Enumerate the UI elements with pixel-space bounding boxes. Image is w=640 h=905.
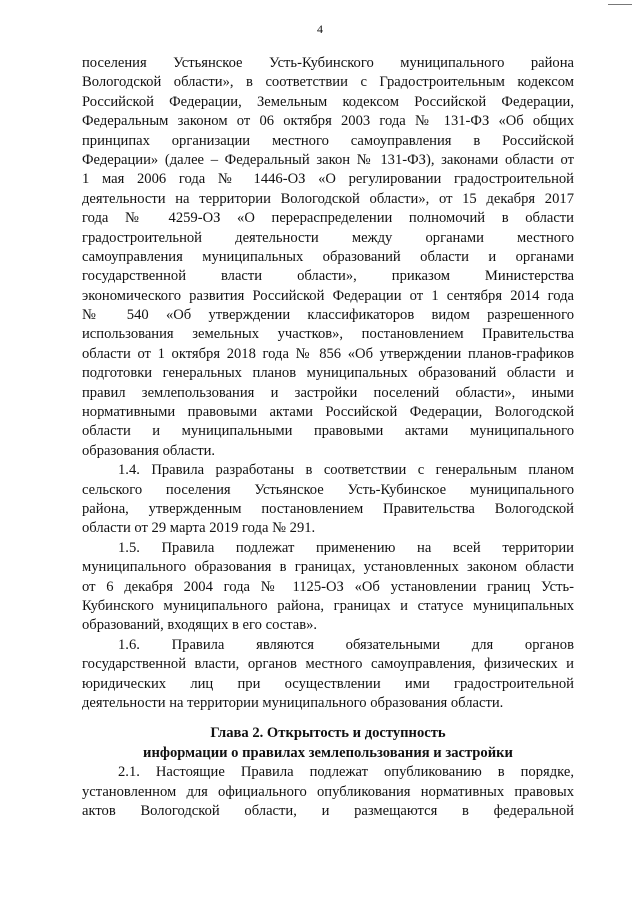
text-line: установленном для официального опубликования нормативных правовых bbox=[82, 783, 574, 800]
text-line: государственной власти, органов местного самоуправления, физических и bbox=[82, 656, 574, 673]
paragraph-2-1 bbox=[82, 763, 574, 821]
text-line: государственной власти области», приказом Министерства bbox=[82, 268, 574, 285]
text-line: Кубинского муниципального района, границах и статусе муниципальных bbox=[82, 597, 574, 614]
text-line: сельского поселения Устьянское Усть-Кубинское муниципального bbox=[82, 481, 574, 498]
heading-line: информации о правилах землепользования и застройки bbox=[143, 745, 513, 762]
corner-mark bbox=[608, 0, 632, 5]
text-line: 2.1. Настоящие Правила подлежат опубликованию в порядке, bbox=[118, 764, 574, 781]
text-line: образований, входящих в его состав». bbox=[82, 617, 318, 634]
heading-line: Глава 2. Открытость и доступность bbox=[210, 725, 446, 742]
text-line: образования области. bbox=[82, 442, 216, 459]
text-line: № 540 «Об утверждении классификаторов видом разрешенного bbox=[82, 307, 574, 324]
text-line: принципах организации местного самоуправления в Российской bbox=[82, 132, 574, 149]
paragraph-1-4 bbox=[82, 461, 574, 539]
text-line: Федеральным законом от 06 октября 2003 года № 131-ФЗ «Об общих bbox=[82, 113, 574, 130]
text-line: 1.4. Правила разработаны в соответствии с генеральным планом bbox=[118, 462, 574, 479]
text-line: деятельности на территории муниципального образования области. bbox=[82, 694, 504, 711]
page-number: 4 bbox=[317, 22, 323, 36]
text-line: 1 мая 2006 года № 1446-ОЗ «О регулировании градостроительной bbox=[82, 171, 574, 188]
text-line: Российской Федерации, Земельным кодексом Российской Федерации, bbox=[82, 93, 574, 110]
text-line: деятельности на территории Вологодской области», от 15 декабря 2017 bbox=[82, 190, 574, 207]
text-line: от 6 декабря 2004 года № 1125-ОЗ «Об установлении границ Усть- bbox=[82, 578, 574, 595]
text-line: Федерации» (далее – Федеральный закон № 131-ФЗ), законами области от bbox=[82, 151, 574, 168]
text-line: поселения Устьянское Усть-Кубинского муниципального района bbox=[82, 55, 574, 71]
text-line: года № 4259-ОЗ «О перераспределении полномочий в области bbox=[82, 210, 574, 227]
text-line: области и муниципальными правовыми актами муниципального bbox=[82, 423, 574, 440]
spacer bbox=[82, 713, 574, 723]
text-line: самоуправления муниципальных образований области и органами bbox=[82, 248, 574, 265]
text-line: муниципального образования в границах, установленных законом области bbox=[82, 559, 574, 576]
document-body bbox=[82, 54, 574, 821]
text-line: градостроительной деятельности между органами местного bbox=[82, 229, 574, 246]
text-line: экономического развития Российской Федерации от 1 сентября 2014 года bbox=[82, 287, 574, 304]
paragraph-1-5 bbox=[82, 539, 574, 636]
text-line: области от 1 октября 2018 года № 856 «Об утверждении планов-графиков bbox=[82, 345, 574, 362]
text-line: юридических лиц при осуществлении ими градостроительной bbox=[82, 675, 574, 692]
text-line: нормативными правовыми актами Российской Федерации, Вологодской bbox=[82, 404, 574, 421]
text-line: правил землепользования и застройки поселений области», иными bbox=[82, 384, 574, 401]
text-line: актов Вологодской области, и размещаются в федеральной bbox=[82, 803, 574, 820]
chapter-heading bbox=[82, 723, 574, 763]
text-line: подготовки генеральных планов муниципальных образований области и bbox=[82, 365, 574, 382]
text-line: 1.6. Правила являются обязательными для органов bbox=[118, 636, 574, 653]
paragraph-legal-basis bbox=[82, 54, 574, 461]
paragraph-1-6 bbox=[82, 636, 574, 714]
text-line: 1.5. Правила подлежат применению на всей территории bbox=[118, 539, 574, 556]
text-line: области от 29 марта 2019 года № 291. bbox=[82, 520, 316, 537]
text-line: района, утвержденным постановлением Правительства Вологодской bbox=[82, 500, 574, 517]
text-line: Вологодской области», в соответствии с Градостроительным кодексом bbox=[82, 74, 574, 91]
text-line: использования земельных участков», постановлением Правительства bbox=[82, 326, 574, 343]
